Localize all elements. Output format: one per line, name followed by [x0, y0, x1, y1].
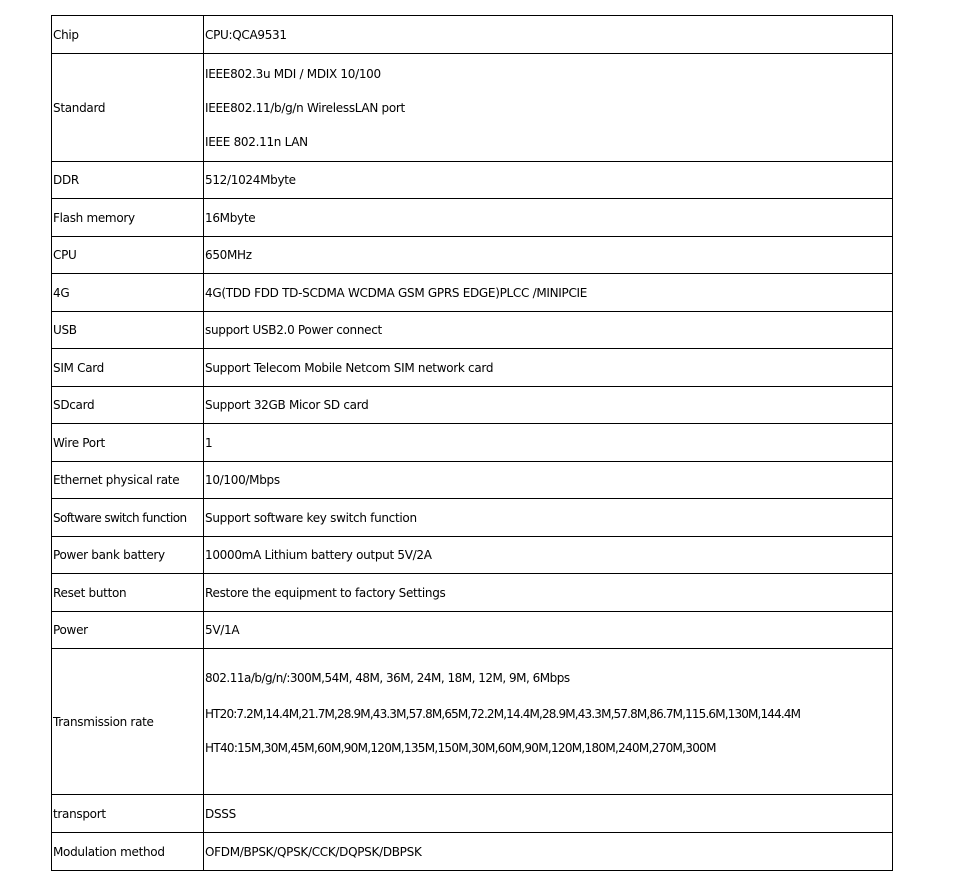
value-line: Support software key switch function: [205, 510, 417, 525]
row-label-ethernet-physical-rate: Ethernet physical rate: [52, 462, 204, 499]
row-label-ddr: DDR: [52, 162, 204, 199]
row-value-transport: [204, 795, 893, 833]
row-label-software-switch-function: Software switch function: [52, 499, 204, 537]
row-label-transport: transport: [52, 795, 204, 833]
table-row: [52, 162, 893, 199]
row-label-modulation-method: Modulation method: [52, 833, 204, 871]
table-row: [52, 833, 893, 871]
row-label-transmission-rate: Transmission rate: [52, 649, 204, 795]
value-line: HT20:7.2M,14.4M,21.7M,28.9M,43.3M,57.8M,65M,72.2M,14.4M,28.9M,43.3M,57.8M,86.7M,115.6M,130M,144.4M: [205, 706, 801, 721]
row-value-power-bank-battery: [204, 537, 893, 574]
value-line: OFDM/BPSK/QPSK/CCK/DQPSK/DBPSK: [205, 844, 422, 859]
row-value-wire-port: [204, 424, 893, 462]
row-value-ethernet-physical-rate: [204, 462, 893, 499]
row-value-cpu: [204, 237, 893, 274]
spec-table: [51, 15, 893, 871]
row-value-chip: [204, 16, 893, 54]
table-row: [52, 199, 893, 237]
row-value-sdcard: [204, 387, 893, 424]
value-line: HT40:15M,30M,45M,60M,90M,120M,135M,150M,30M,60M,90M,120M,180M,240M,270M,300M: [205, 740, 716, 755]
row-label-standard: Standard: [52, 54, 204, 162]
table-row: [52, 387, 893, 424]
row-label-sdcard: SDcard: [52, 387, 204, 424]
row-label-usb: USB: [52, 312, 204, 349]
row-label-sim-card: SIM Card: [52, 349, 204, 387]
row-label-reset-button: Reset button: [52, 574, 204, 612]
row-value-power: [204, 612, 893, 649]
row-label-power-bank-battery: Power bank battery: [52, 537, 204, 574]
value-line: IEEE802.3u MDI / MDIX 10/100: [205, 66, 381, 81]
row-value-standard: [204, 54, 893, 162]
row-value-4g: [204, 274, 893, 312]
table-row: [52, 16, 893, 54]
value-line: 16Mbyte: [205, 210, 256, 225]
value-line: 5V/1A: [205, 623, 240, 637]
table-row: [52, 462, 893, 499]
row-value-flash-memory: [204, 199, 893, 237]
table-row: [52, 312, 893, 349]
table-row: [52, 574, 893, 612]
row-value-ddr: [204, 162, 893, 199]
table-row: [52, 795, 893, 833]
value-line: 4G(TDD FDD TD-SCDMA WCDMA GSM GPRS EDGE)PLCC /MINIPCIE: [205, 285, 588, 300]
row-value-reset-button: [204, 574, 893, 612]
table-row: [52, 237, 893, 274]
value-line: CPU:QCA9531: [205, 27, 287, 42]
table-row: [52, 349, 893, 387]
value-line: 10/100/Mbps: [205, 473, 280, 487]
value-line: 512/1024Mbyte: [205, 173, 296, 187]
row-value-software-switch-function: [204, 499, 893, 537]
row-label-4g: 4G: [52, 274, 204, 312]
value-line: Support 32GB Micor SD card: [205, 398, 369, 412]
value-line: IEEE802.11/b/g/n WirelessLAN port: [205, 100, 405, 115]
value-line: Restore the equipment to factory Settings: [205, 585, 446, 600]
row-label-flash-memory: Flash memory: [52, 199, 204, 237]
table-row: [52, 612, 893, 649]
table-row: [52, 424, 893, 462]
table-row: [52, 649, 893, 795]
table-row: [52, 54, 893, 162]
value-line: IEEE 802.11n LAN: [205, 134, 308, 149]
row-value-modulation-method: [204, 833, 893, 871]
table-row: [52, 274, 893, 312]
row-value-sim-card: [204, 349, 893, 387]
row-label-power: Power: [52, 612, 204, 649]
value-line: 10000mA Lithium battery output 5V/2A: [205, 548, 432, 562]
value-line: DSSS: [205, 806, 236, 821]
value-line: Support Telecom Mobile Netcom SIM network card: [205, 360, 494, 375]
value-line: 802.11a/b/g/n/:300M,54M, 48M, 36M, 24M, 18M, 12M, 9M, 6Mbps: [205, 670, 570, 685]
value-line: 650MHz: [205, 248, 252, 262]
row-label-cpu: CPU: [52, 237, 204, 274]
value-line: support USB2.0 Power connect: [205, 323, 382, 337]
table-row: [52, 537, 893, 574]
table-row: [52, 499, 893, 537]
row-label-chip: Chip: [52, 16, 204, 54]
row-label-wire-port: Wire Port: [52, 424, 204, 462]
value-line: 1: [205, 435, 213, 450]
row-value-usb: [204, 312, 893, 349]
row-value-transmission-rate: [204, 649, 893, 795]
